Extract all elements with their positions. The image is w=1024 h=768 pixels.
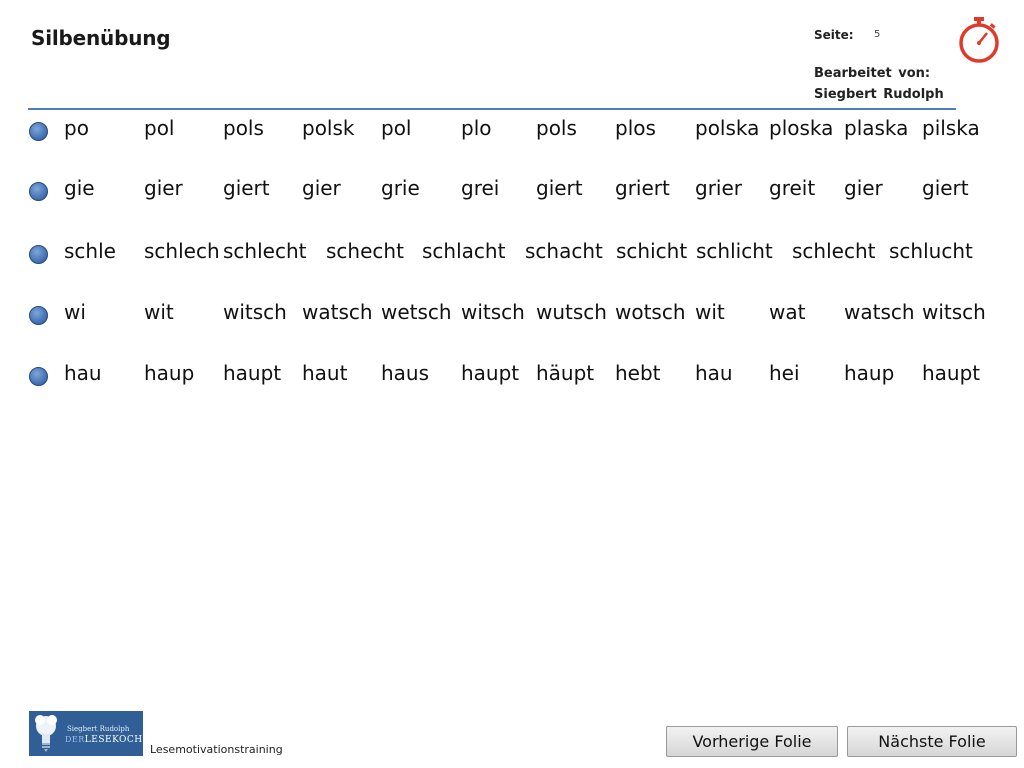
syllable-row xyxy=(0,361,1024,391)
syllable-word: schlucht xyxy=(889,239,973,263)
syllable-word: schlacht xyxy=(422,239,506,263)
syllable-word: haus xyxy=(381,361,430,385)
syllable-word: schlech xyxy=(144,239,220,263)
syllable-word: pol xyxy=(144,116,175,140)
page-title: Silbenübung xyxy=(31,26,171,50)
syllable-word: gier xyxy=(844,176,883,200)
syllable-word: ploska xyxy=(769,116,834,140)
syllable-word: wit xyxy=(695,300,725,324)
next-slide-button[interactable]: Nächste Folie xyxy=(847,726,1017,757)
header-divider xyxy=(28,108,956,110)
logo-pre: DER xyxy=(65,735,85,744)
syllable-word: plos xyxy=(615,116,656,140)
syllable-word: pols xyxy=(536,116,577,140)
syllable-word: gie xyxy=(64,176,95,200)
syllable-word: witsch xyxy=(461,300,525,324)
syllable-word: schlecht xyxy=(223,239,307,263)
row-bullet-icon[interactable] xyxy=(29,306,48,325)
syllable-word: schacht xyxy=(525,239,603,263)
syllable-word: schicht xyxy=(616,239,688,263)
syllable-word: haut xyxy=(302,361,348,385)
syllable-row xyxy=(0,116,1024,146)
syllable-word: gier xyxy=(302,176,341,200)
syllable-word: gier xyxy=(144,176,183,200)
syllable-word: wotsch xyxy=(615,300,686,324)
syllable-word: pols xyxy=(223,116,264,140)
syllable-word: pol xyxy=(381,116,412,140)
syllable-row xyxy=(0,300,1024,330)
syllable-word: haupt xyxy=(922,361,981,385)
syllable-word: grie xyxy=(381,176,420,200)
logo-brand xyxy=(65,735,143,745)
syllable-word: schlicht xyxy=(696,239,773,263)
syllable-word: pilska xyxy=(922,116,980,140)
syllable-word: wit xyxy=(144,300,174,324)
page-number: 5 xyxy=(874,29,881,40)
syllable-word: haupt xyxy=(223,361,282,385)
syllable-word: haup xyxy=(144,361,195,385)
syllable-word: watsch xyxy=(844,300,915,324)
syllable-word: witsch xyxy=(922,300,986,324)
syllable-word: griert xyxy=(615,176,670,200)
stopwatch-icon[interactable] xyxy=(956,16,1002,64)
footer-caption: Lesemotivationstraining xyxy=(150,743,283,756)
syllable-word: wutsch xyxy=(536,300,607,324)
syllable-word: schecht xyxy=(326,239,404,263)
syllable-word: grei xyxy=(461,176,500,200)
lightbulb-icon xyxy=(33,714,59,752)
syllable-word: häupt xyxy=(536,361,595,385)
page-label: Seite: xyxy=(814,28,854,42)
row-bullet-icon[interactable] xyxy=(29,245,48,264)
syllable-row xyxy=(0,239,1024,269)
syllable-word: hebt xyxy=(615,361,661,385)
logo-brand-name: LESEKOCH xyxy=(84,735,143,745)
row-bullet-icon[interactable] xyxy=(29,122,48,141)
row-bullet-icon[interactable] xyxy=(29,182,48,201)
syllable-word: polska xyxy=(695,116,760,140)
syllable-word: schlecht xyxy=(792,239,876,263)
syllable-word: hau xyxy=(695,361,733,385)
syllable-word: greit xyxy=(769,176,816,200)
syllable-word: haup xyxy=(844,361,895,385)
syllable-word: wat xyxy=(769,300,806,324)
syllable-word: schle xyxy=(64,239,116,263)
syllable-word: wetsch xyxy=(381,300,452,324)
syllable-word: haupt xyxy=(461,361,520,385)
syllable-word: giert xyxy=(922,176,969,200)
leserkoch-logo xyxy=(29,711,143,756)
syllable-word: watsch xyxy=(302,300,373,324)
syllable-word: hau xyxy=(64,361,102,385)
previous-slide-button[interactable]: Vorherige Folie xyxy=(666,726,838,757)
row-bullet-icon[interactable] xyxy=(29,367,48,386)
syllable-word: hei xyxy=(769,361,800,385)
syllable-row xyxy=(0,176,1024,206)
syllable-word: polsk xyxy=(302,116,355,140)
syllable-word: po xyxy=(64,116,89,140)
syllable-word: giert xyxy=(223,176,270,200)
edited-by-label: Bearbeitet von: xyxy=(814,66,931,81)
syllable-word: plaska xyxy=(844,116,909,140)
syllable-word: wi xyxy=(64,300,86,324)
edited-by-name: Siegbert Rudolph xyxy=(814,87,944,102)
logo-author: Siegbert Rudolph xyxy=(67,725,130,733)
syllable-word: plo xyxy=(461,116,492,140)
syllable-word: witsch xyxy=(223,300,287,324)
syllable-word: giert xyxy=(536,176,583,200)
syllable-word: grier xyxy=(695,176,743,200)
